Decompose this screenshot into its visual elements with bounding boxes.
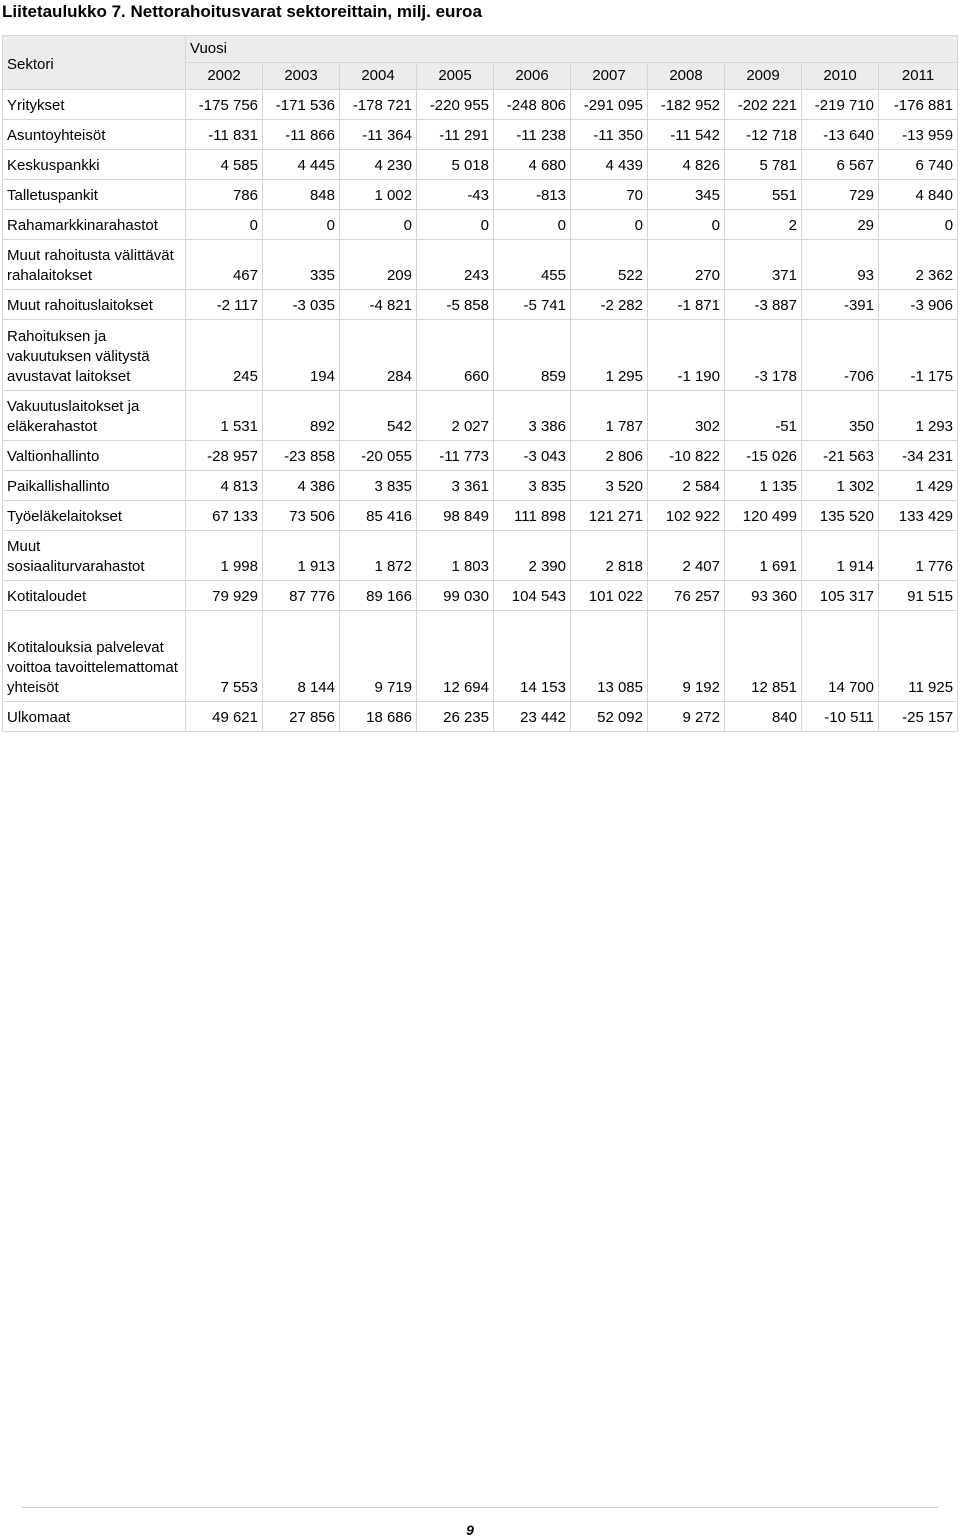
value-cell: 4 813	[186, 471, 263, 501]
value-cell: 91 515	[879, 581, 958, 611]
value-cell: 1 531	[186, 391, 263, 441]
value-cell: 85 416	[340, 501, 417, 531]
value-cell: 1 776	[879, 531, 958, 581]
sector-table	[2, 35, 958, 732]
row-label: Kotitaloudet	[3, 581, 186, 611]
value-cell: -391	[802, 290, 879, 320]
value-cell: -182 952	[648, 90, 725, 120]
value-cell: -4 821	[340, 290, 417, 320]
value-cell: 1 913	[263, 531, 340, 581]
value-cell: -21 563	[802, 441, 879, 471]
value-cell: 101 022	[571, 581, 648, 611]
value-cell: -11 291	[417, 120, 494, 150]
value-cell: 6 567	[802, 150, 879, 180]
value-cell: -1 175	[879, 320, 958, 391]
value-cell: 23 442	[494, 702, 571, 732]
table-row	[3, 702, 958, 732]
value-cell: -11 350	[571, 120, 648, 150]
value-cell: -5 858	[417, 290, 494, 320]
table-row	[3, 320, 958, 391]
row-label: Kotitalouksia palvelevat voittoa tavoittelemattomat yhteisöt	[3, 611, 186, 702]
value-cell: -25 157	[879, 702, 958, 732]
value-cell: -51	[725, 391, 802, 441]
value-cell: -3 178	[725, 320, 802, 391]
value-cell: -291 095	[571, 90, 648, 120]
value-cell: 29	[802, 210, 879, 240]
value-cell: 4 826	[648, 150, 725, 180]
value-cell: 2 407	[648, 531, 725, 581]
value-cell: 284	[340, 320, 417, 391]
year-header-cell: 2011	[879, 63, 958, 90]
value-cell: 2 584	[648, 471, 725, 501]
value-cell: 18 686	[340, 702, 417, 732]
value-cell: 0	[494, 210, 571, 240]
value-cell: 26 235	[417, 702, 494, 732]
value-cell: 5 781	[725, 150, 802, 180]
footer-divider	[22, 1507, 938, 1508]
value-cell: -706	[802, 320, 879, 391]
value-cell: -11 542	[648, 120, 725, 150]
value-cell: 3 835	[340, 471, 417, 501]
value-cell: 14 700	[802, 611, 879, 702]
value-cell: 467	[186, 240, 263, 290]
row-label: Ulkomaat	[3, 702, 186, 732]
row-label: Yritykset	[3, 90, 186, 120]
value-cell: 0	[340, 210, 417, 240]
row-label: Asuntoyhteisöt	[3, 120, 186, 150]
value-cell: 660	[417, 320, 494, 391]
value-cell: -10 822	[648, 441, 725, 471]
table-row	[3, 441, 958, 471]
value-cell: 8 144	[263, 611, 340, 702]
value-cell: 102 922	[648, 501, 725, 531]
value-cell: 6 740	[879, 150, 958, 180]
year-header-cell: 2008	[648, 63, 725, 90]
value-cell: 0	[417, 210, 494, 240]
value-cell: 345	[648, 180, 725, 210]
value-cell: 105 317	[802, 581, 879, 611]
row-label: Talletuspankit	[3, 180, 186, 210]
table-row	[3, 120, 958, 150]
value-cell: 3 835	[494, 471, 571, 501]
value-cell: 11 925	[879, 611, 958, 702]
value-cell: 3 361	[417, 471, 494, 501]
value-cell: 0	[571, 210, 648, 240]
value-cell: 551	[725, 180, 802, 210]
value-cell: 7 553	[186, 611, 263, 702]
value-cell: 3 386	[494, 391, 571, 441]
year-header: Vuosi	[186, 36, 958, 63]
value-cell: 335	[263, 240, 340, 290]
sector-header: Sektori	[3, 36, 186, 90]
value-cell: -28 957	[186, 441, 263, 471]
value-cell: 1 914	[802, 531, 879, 581]
value-cell: -13 640	[802, 120, 879, 150]
value-cell: 9 272	[648, 702, 725, 732]
value-cell: 135 520	[802, 501, 879, 531]
value-cell: 0	[263, 210, 340, 240]
value-cell: -1 190	[648, 320, 725, 391]
row-label: Valtionhallinto	[3, 441, 186, 471]
value-cell: 848	[263, 180, 340, 210]
value-cell: -11 831	[186, 120, 263, 150]
value-cell: 0	[648, 210, 725, 240]
value-cell: 1 135	[725, 471, 802, 501]
value-cell: 455	[494, 240, 571, 290]
value-cell: -1 871	[648, 290, 725, 320]
value-cell: -3 035	[263, 290, 340, 320]
value-cell: 1 429	[879, 471, 958, 501]
value-cell: -202 221	[725, 90, 802, 120]
value-cell: -43	[417, 180, 494, 210]
value-cell: 79 929	[186, 581, 263, 611]
value-cell: 104 543	[494, 581, 571, 611]
value-cell: -171 536	[263, 90, 340, 120]
year-header-cell: 2010	[802, 63, 879, 90]
value-cell: -10 511	[802, 702, 879, 732]
value-cell: 2 806	[571, 441, 648, 471]
table-row	[3, 611, 958, 702]
value-cell: 49 621	[186, 702, 263, 732]
table-row	[3, 391, 958, 441]
year-header-cell: 2002	[186, 63, 263, 90]
value-cell: -12 718	[725, 120, 802, 150]
value-cell: 2	[725, 210, 802, 240]
value-cell: -5 741	[494, 290, 571, 320]
value-cell: -11 238	[494, 120, 571, 150]
value-cell: 1 293	[879, 391, 958, 441]
value-cell: 4 386	[263, 471, 340, 501]
value-cell: 194	[263, 320, 340, 391]
table-row	[3, 501, 958, 531]
value-cell: 2 390	[494, 531, 571, 581]
value-cell: 892	[263, 391, 340, 441]
row-label: Muut rahoitusta välittävät rahalaitokset	[3, 240, 186, 290]
value-cell: -219 710	[802, 90, 879, 120]
year-header-cell: 2009	[725, 63, 802, 90]
value-cell: 522	[571, 240, 648, 290]
value-cell: -15 026	[725, 441, 802, 471]
value-cell: 111 898	[494, 501, 571, 531]
value-cell: -2 117	[186, 290, 263, 320]
value-cell: -20 055	[340, 441, 417, 471]
value-cell: 1 295	[571, 320, 648, 391]
value-cell: 4 840	[879, 180, 958, 210]
value-cell: -3 887	[725, 290, 802, 320]
year-header-cell: 2005	[417, 63, 494, 90]
value-cell: 73 506	[263, 501, 340, 531]
value-cell: 4 680	[494, 150, 571, 180]
value-cell: 302	[648, 391, 725, 441]
value-cell: 93 360	[725, 581, 802, 611]
table-row	[3, 150, 958, 180]
row-label: Muut rahoituslaitokset	[3, 290, 186, 320]
row-label: Työeläkelaitokset	[3, 501, 186, 531]
value-cell: -175 756	[186, 90, 263, 120]
value-cell: 13 085	[571, 611, 648, 702]
value-cell: 67 133	[186, 501, 263, 531]
value-cell: 89 166	[340, 581, 417, 611]
value-cell: 121 271	[571, 501, 648, 531]
year-header-cell: 2003	[263, 63, 340, 90]
value-cell: 93	[802, 240, 879, 290]
value-cell: -248 806	[494, 90, 571, 120]
page-number: 9	[466, 1522, 474, 1538]
value-cell: 4 439	[571, 150, 648, 180]
row-label: Rahoituksen ja vakuutuksen välitystä avustavat laitokset	[3, 320, 186, 391]
value-cell: 1 002	[340, 180, 417, 210]
table-row	[3, 531, 958, 581]
row-label: Keskuspankki	[3, 150, 186, 180]
value-cell: 859	[494, 320, 571, 391]
value-cell: 4 445	[263, 150, 340, 180]
value-cell: 133 429	[879, 501, 958, 531]
row-label: Vakuutuslaitokset ja eläkerahastot	[3, 391, 186, 441]
year-header-cell: 2004	[340, 63, 417, 90]
value-cell: -13 959	[879, 120, 958, 150]
value-cell: 2 027	[417, 391, 494, 441]
value-cell: -813	[494, 180, 571, 210]
value-cell: -178 721	[340, 90, 417, 120]
table-row	[3, 90, 958, 120]
table-row	[3, 180, 958, 210]
value-cell: 12 694	[417, 611, 494, 702]
table-row	[3, 290, 958, 320]
value-cell: 87 776	[263, 581, 340, 611]
value-cell: 1 691	[725, 531, 802, 581]
value-cell: 542	[340, 391, 417, 441]
value-cell: 840	[725, 702, 802, 732]
table-row	[3, 210, 958, 240]
value-cell: 270	[648, 240, 725, 290]
value-cell: 371	[725, 240, 802, 290]
value-cell: 243	[417, 240, 494, 290]
value-cell: -3 906	[879, 290, 958, 320]
value-cell: 9 192	[648, 611, 725, 702]
value-cell: 3 520	[571, 471, 648, 501]
value-cell: 9 719	[340, 611, 417, 702]
value-cell: 2 818	[571, 531, 648, 581]
value-cell: -220 955	[417, 90, 494, 120]
value-cell: 4 585	[186, 150, 263, 180]
year-header-cell: 2006	[494, 63, 571, 90]
value-cell: 1 302	[802, 471, 879, 501]
value-cell: 27 856	[263, 702, 340, 732]
page-title: Liitetaulukko 7. Nettorahoitusvarat sektoreittain, milj. euroa	[2, 2, 482, 21]
value-cell: 1 803	[417, 531, 494, 581]
value-cell: -34 231	[879, 441, 958, 471]
row-label: Rahamarkkinarahastot	[3, 210, 186, 240]
value-cell: 1 872	[340, 531, 417, 581]
value-cell: -11 364	[340, 120, 417, 150]
value-cell: 52 092	[571, 702, 648, 732]
value-cell: 350	[802, 391, 879, 441]
value-cell: 1 998	[186, 531, 263, 581]
value-cell: 98 849	[417, 501, 494, 531]
header-row-top	[3, 36, 958, 63]
value-cell: -3 043	[494, 441, 571, 471]
value-cell: 0	[879, 210, 958, 240]
value-cell: 2 362	[879, 240, 958, 290]
value-cell: 1 787	[571, 391, 648, 441]
value-cell: 70	[571, 180, 648, 210]
value-cell: -2 282	[571, 290, 648, 320]
value-cell: -176 881	[879, 90, 958, 120]
value-cell: -23 858	[263, 441, 340, 471]
year-header-cell: 2007	[571, 63, 648, 90]
table-row	[3, 471, 958, 501]
value-cell: 729	[802, 180, 879, 210]
value-cell: -11 773	[417, 441, 494, 471]
row-label: Paikallishallinto	[3, 471, 186, 501]
value-cell: 4 230	[340, 150, 417, 180]
value-cell: 245	[186, 320, 263, 391]
value-cell: 0	[186, 210, 263, 240]
table-row	[3, 240, 958, 290]
value-cell: 5 018	[417, 150, 494, 180]
table-row	[3, 581, 958, 611]
value-cell: 209	[340, 240, 417, 290]
value-cell: 120 499	[725, 501, 802, 531]
value-cell: -11 866	[263, 120, 340, 150]
value-cell: 12 851	[725, 611, 802, 702]
value-cell: 786	[186, 180, 263, 210]
value-cell: 76 257	[648, 581, 725, 611]
row-label: Muut sosiaaliturvarahastot	[3, 531, 186, 581]
value-cell: 14 153	[494, 611, 571, 702]
value-cell: 99 030	[417, 581, 494, 611]
